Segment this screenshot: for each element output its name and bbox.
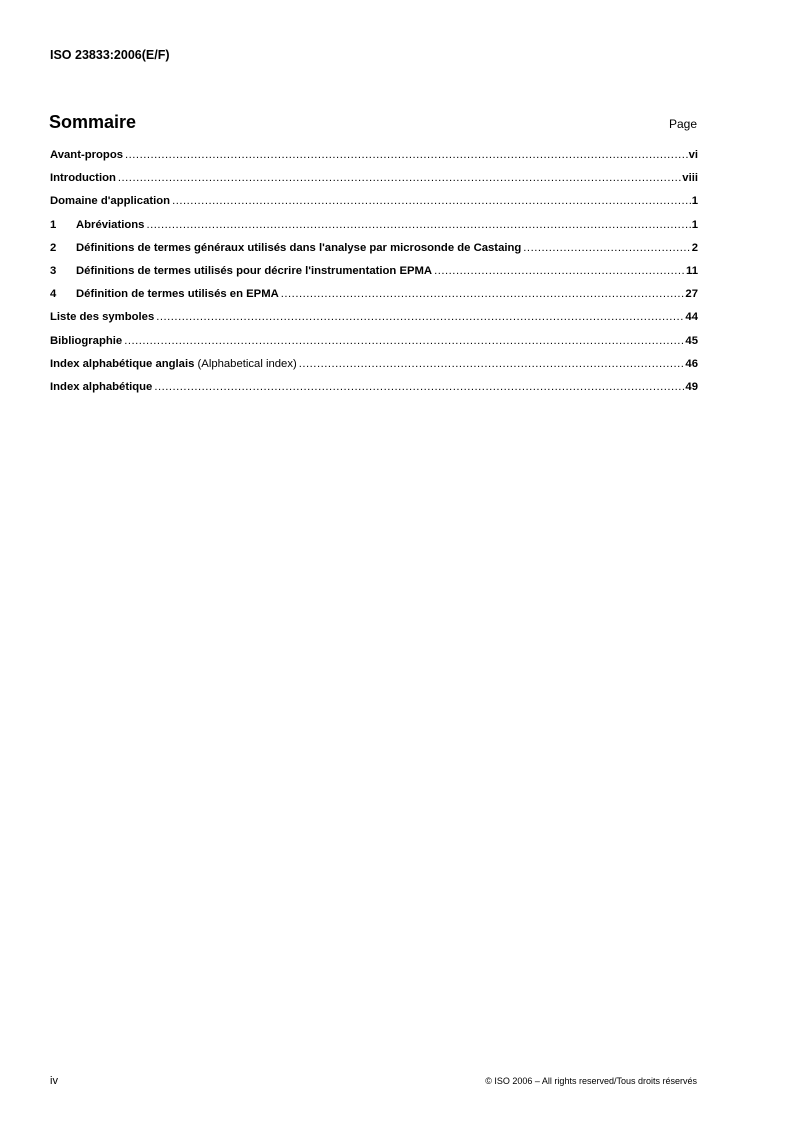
toc-entry-page: 2 [691,241,698,254]
toc-entry-page: 1 [691,218,698,231]
toc-entry[interactable] [50,265,698,288]
toc-dot-leader [299,358,685,370]
toc-entry-title-text: Avant-propos [50,149,124,161]
toc-entry-title-text: Index alphabétique anglais [50,357,195,370]
toc-entry-number: 3 [50,264,57,277]
footer-copyright: © ISO 2006 – All rights reserved/Tous droits réservés [485,1076,697,1086]
toc-dot-leader [154,381,684,393]
toc-entry-title [50,335,122,347]
toc-entry-title [76,219,144,231]
toc-dot-leader [124,335,684,347]
toc-entry-title [50,195,170,207]
toc-entry-title-text: Liste des symboles [50,311,155,324]
toc-entry-title [50,358,297,370]
toc-dot-leader [146,219,690,231]
toc-entry-title [76,242,521,254]
toc-entry-title [76,288,279,300]
toc-entry-page: 1 [691,195,698,208]
toc-entry-page: 11 [686,264,698,277]
toc-entry-page: 45 [685,334,698,347]
toc-entry[interactable] [50,335,698,358]
toc-entry-title-text: Domaine d'application [50,195,171,208]
toc-title: Sommaire [49,112,137,132]
toc-entry-title [50,311,154,323]
toc-entry[interactable] [50,358,698,381]
toc-entry[interactable] [50,311,698,334]
toc-dot-leader [523,242,690,254]
toc-entry-title [50,149,123,161]
toc-entry-title [50,172,116,184]
toc-entry-title-suffix: (Alphabetical index) [197,357,297,370]
toc-entry[interactable] [50,242,698,265]
toc-entry[interactable] [50,195,698,218]
toc-entry[interactable] [50,288,698,311]
toc-entry-title-text: Index alphabétique [50,380,153,393]
toc-entry[interactable] [50,381,698,404]
toc-entry-number: 2 [50,241,57,254]
toc-entry-title-text: Définitions de termes utilisés pour décrire l'instrumentation EPMA [76,264,433,277]
toc-entry[interactable] [50,219,698,242]
toc-entry-page: 44 [685,311,698,324]
toc-entry[interactable] [50,172,698,195]
toc-entry-page: viii [682,172,698,185]
footer-page-number: iv [50,1075,58,1087]
document-code: ISO 23833:2006(E/F) [50,48,170,62]
toc-entry-page: 49 [685,380,698,393]
toc-dot-leader [172,195,691,207]
toc-entry-title-text: Définition de termes utilisés en EPMA [76,288,279,301]
toc-entry-page: 27 [685,288,698,301]
toc-entry-title-text: Bibliographie [50,334,123,347]
toc-entry-title [50,381,152,393]
toc-entry-title-text: Définitions de termes généraux utilisés dans l'analyse par microsonde de Castaing [76,241,522,254]
toc-entry-page: vi [688,149,698,161]
table-of-contents [50,149,698,404]
toc-entry-number: 4 [50,288,57,301]
page-column-label: Page [668,117,697,131]
toc-dot-leader [118,172,681,184]
toc-dot-leader [434,265,685,277]
toc-entry-title-text: Abréviations [76,218,145,231]
toc-entry-title-text: Introduction [50,172,116,185]
toc-dot-leader [125,149,688,161]
toc-entry-title [76,265,432,277]
toc-dot-leader [281,288,685,300]
toc-entry[interactable] [50,149,698,172]
toc-entry-page: 46 [685,357,698,370]
toc-dot-leader [156,311,684,323]
toc-entry-number: 1 [50,218,57,231]
